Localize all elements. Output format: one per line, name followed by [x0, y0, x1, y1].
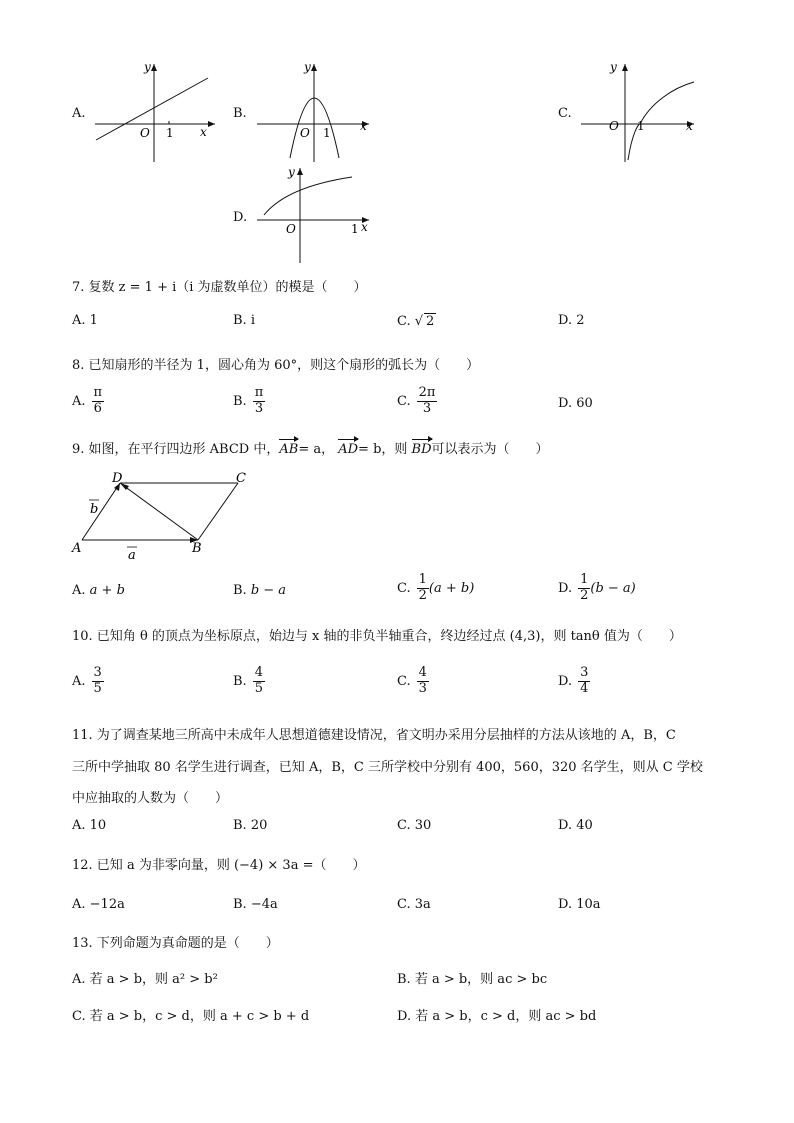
q9-option-c[interactable]: C. $\frac{1}{2}$ (a + b): [397, 572, 475, 603]
q9-option-d[interactable]: D. $\frac{1}{2}$ (b − a): [558, 572, 636, 603]
q12-option-b[interactable]: B. −4a: [233, 897, 278, 912]
q7-option-d[interactable]: D. 2: [558, 313, 585, 328]
q7-option-b[interactable]: B. i: [233, 313, 255, 328]
graph-a-x: x: [200, 125, 207, 139]
figure-vector-b: b: [90, 502, 99, 517]
q11-option-c[interactable]: C. 30: [397, 818, 432, 833]
q12-stem: 12. 已知 a 为非零向量，则 (−4) × 3a =（ ）: [72, 858, 366, 873]
q8-option-c[interactable]: C. $\frac{2\pi}{3}$: [397, 385, 436, 416]
q13-option-c[interactable]: C. 若 a > b，c > d，则 a + c > b + d: [72, 1009, 310, 1024]
q13-option-d[interactable]: D. 若 a > b，c > d，则 ac > bd: [397, 1009, 597, 1024]
graph-c-origin: O: [609, 119, 619, 133]
figure-label-d: D: [112, 471, 123, 486]
q13-option-a[interactable]: A. 若 a > b，则 a² > b²: [72, 972, 218, 987]
q10-option-d[interactable]: D. $\frac{3}{4}$: [558, 665, 589, 696]
graph-b-y: y: [304, 60, 311, 74]
graph-c-label: C.: [558, 106, 572, 121]
q12-option-c[interactable]: C. 3a: [397, 897, 431, 912]
graph-a-origin: O: [140, 126, 150, 140]
q11-stem-line1: 11. 为了调查某地三所高中未成年人思想道德建设情况，省文明办采用分层抽样的方法从该地的 A，B，C: [72, 728, 676, 743]
graph-a-label: A.: [72, 106, 86, 121]
q7-option-c[interactable]: C. √ 2: [397, 314, 435, 329]
q13-stem: 13. 下列命题为真命题的是（ ）: [72, 936, 279, 951]
graph-b-origin: O: [300, 126, 310, 140]
graph-a-y: y: [144, 60, 151, 74]
q13-option-b[interactable]: B. 若 a > b，则 ac > bc: [397, 972, 548, 987]
graph-d-origin: O: [286, 222, 296, 236]
q7-option-c-radicand: 2: [426, 314, 435, 329]
vector-ab: AB: [279, 442, 299, 457]
graph-b-label: B.: [233, 106, 247, 121]
parallelogram-figure: [70, 470, 260, 565]
figure-label-c: C: [236, 471, 246, 486]
graph-d-one: 1: [351, 222, 359, 236]
figure-label-a: A: [72, 541, 82, 556]
graph-b: [252, 58, 377, 168]
graph-c: [576, 58, 701, 168]
graph-d-x: x: [361, 220, 368, 234]
figure-label-b: B: [192, 541, 202, 556]
q11-option-b[interactable]: B. 20: [233, 818, 268, 833]
graph-a: [90, 58, 220, 168]
q7-option-a[interactable]: A. 1: [72, 313, 98, 328]
q8-stem: 8. 已知扇形的半径为 1，圆心角为 60°，则这个扇形的弧长为（ ）: [72, 358, 480, 373]
figure-vector-a: a: [128, 548, 136, 563]
graph-b-x: x: [360, 119, 367, 133]
q9-option-b[interactable]: B. b − a: [233, 583, 287, 598]
q10-option-a[interactable]: A. $\frac{3}{5}$: [72, 665, 102, 696]
graph-a-one: 1: [166, 126, 174, 140]
q10-stem: 10. 已知角 θ 的顶点为坐标原点，始边与 x 轴的非负半轴重合，终边经过点 (4,3)，则 tanθ 值为（ ）: [72, 629, 682, 644]
q12-option-a[interactable]: A. −12a: [72, 897, 125, 912]
q8-option-b[interactable]: B. $\frac{\pi}{3}$: [233, 385, 264, 416]
q10-option-b[interactable]: B. $\frac{4}{5}$: [233, 665, 263, 696]
q11-option-a[interactable]: A. 10: [72, 818, 107, 833]
vector-bd: BD: [411, 442, 432, 457]
q8-option-a[interactable]: A. $\frac{\pi}{6}$: [72, 385, 103, 416]
graph-d: [252, 163, 377, 268]
graph-b-one: 1: [323, 126, 331, 140]
graph-d-label: D.: [233, 210, 248, 225]
q9-stem: 9. 如图，在平行四边形 ABCD 中，AB= a， AD= b，则 BD可以表示为（ ）: [72, 442, 549, 457]
graph-c-one: 1: [637, 119, 645, 133]
graph-d-y: y: [288, 165, 295, 179]
graph-c-y: y: [610, 60, 617, 74]
graph-c-x: x: [686, 119, 693, 133]
q7-stem: 7. 复数 z = 1 + i（i 为虚数单位）的模是（ ）: [72, 280, 367, 295]
vector-ad: AD: [338, 442, 359, 457]
q11-stem-line3: 中应抽取的人数为（ ）: [72, 791, 229, 806]
q11-stem-line2: 三所中学抽取 80 名学生进行调查，已知 A，B，C 三所学校中分别有 400，560，320 名学生，则从 C 学校: [72, 760, 703, 775]
q8-option-d[interactable]: D. 60: [558, 396, 593, 411]
q9-option-a[interactable]: A. a + b: [72, 583, 125, 598]
q10-option-c[interactable]: C. $\frac{4}{3}$: [397, 665, 427, 696]
q12-option-d[interactable]: D. 10a: [558, 897, 601, 912]
q11-option-d[interactable]: D. 40: [558, 818, 593, 833]
